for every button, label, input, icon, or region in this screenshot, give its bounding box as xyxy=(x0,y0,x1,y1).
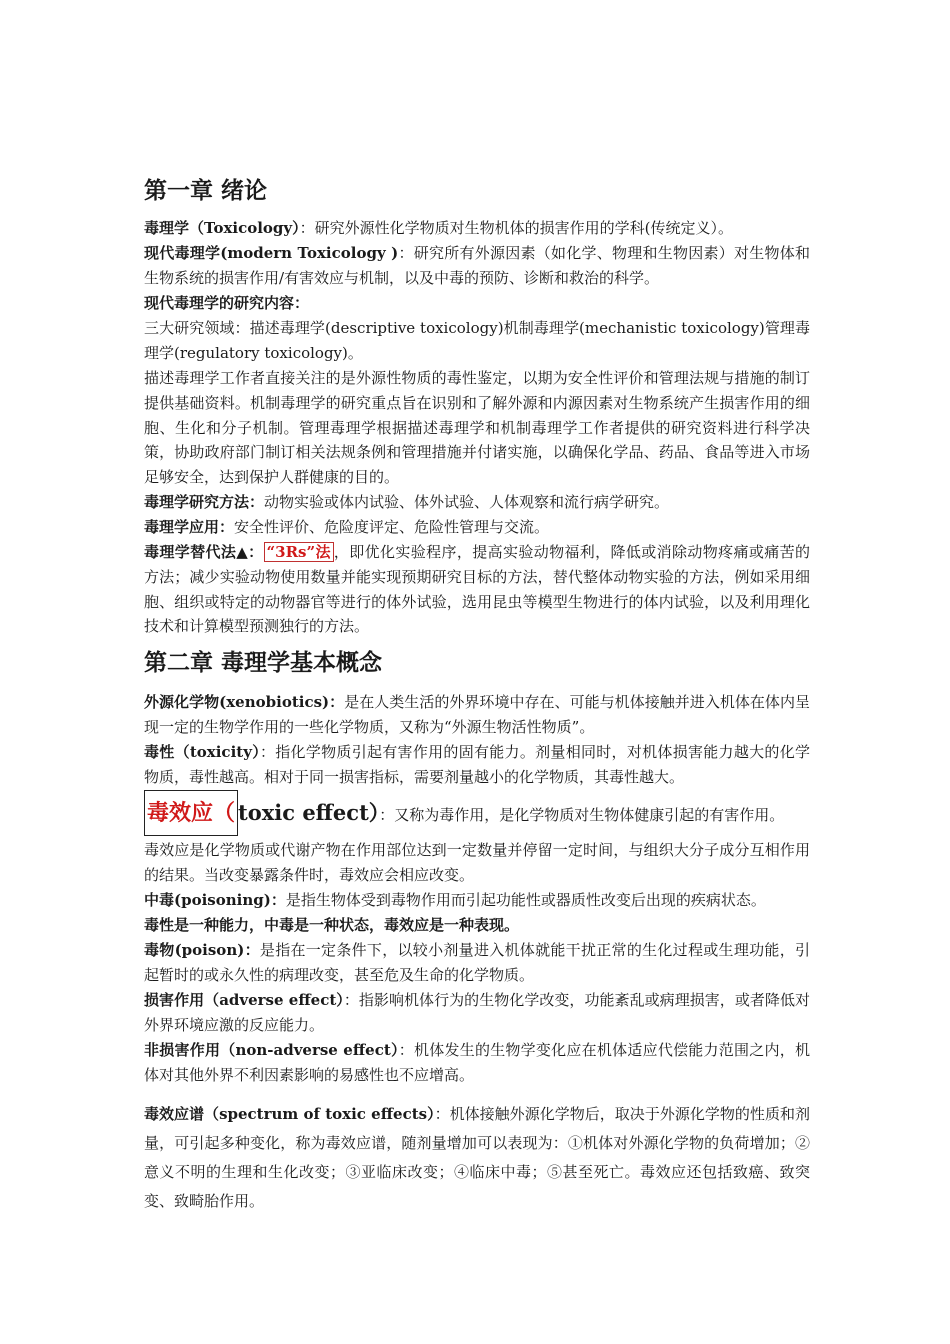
adverse-effect-definition xyxy=(144,988,810,1038)
research-fields: 三大研究领域：描述毒理学(descriptive toxicology)机制毒理学(mechanistic toxicology)管理毒理学(regulatory toxicology)。 xyxy=(144,319,810,362)
toxicology-applications xyxy=(144,515,810,540)
methods-term: 毒理学研究方法： xyxy=(144,493,265,511)
apps-term: 毒理学应用： xyxy=(144,518,235,536)
methods-text: 动物实验或体内试验、体外试验、人体观察和流行病学研究。 xyxy=(264,493,670,511)
research-description: 描述毒理学工作者直接关注的是外源性物质的毒性鉴定，以期为安全性评价和管理法规与措施的制订提供基础资料。机制毒理学的研究重点旨在识别和了解外源和内源因素对生物系统产生损害作用的细胞、生化和分子机制。管理毒理学根据描述毒理学和机制毒理学工作者提供的研究资料进行科学决策，协助政府部门制订相关法规条例和管理措施并付诸实施，以确保化学品、药品、食品等进入市场足够安全，达到保护人群健康的目的。 xyxy=(144,369,810,487)
xeno-text: 是在人类生活的外界环境中存在、可能与机体接触并进入机体在体内呈现一定的生物学作用的一些化学物质，又称为“外源生物活性物质”。 xyxy=(144,693,810,736)
modern-text: ：研究所有外源因素（如化学、物理和生物因素）对生物体和生物系统的损害作用/有害效应与机制，以及中毒的预防、诊断和救治的科学。 xyxy=(144,244,810,287)
toxic-effect-term-box: 毒效应（ xyxy=(144,790,238,836)
alternative-methods xyxy=(144,540,810,639)
toxicology-text: ：研究外源性化学物质对生物机体的损害作用的学科(传统定义）。 xyxy=(299,219,733,237)
chapter1-title: 第一章 绪论 xyxy=(144,178,268,204)
3rs-box: “3Rs”法 xyxy=(264,542,334,562)
toxic-effect-text: ：又称为毒作用，是化学物质对生物体健康引起的有害作用。 xyxy=(379,806,785,824)
toxicity-definition xyxy=(144,740,810,790)
content-heading: 现代毒理学的研究内容： xyxy=(144,294,310,312)
modern-toxicology-definition xyxy=(144,241,810,291)
toxic-effect-definition xyxy=(144,790,810,838)
modern-term: 现代毒理学(modern Toxicology ) xyxy=(144,244,399,262)
spectrum-text: ：机体接触外源化学物后，取决于外源化学物的性质和剂量，可引起多种变化，称为毒效应谱，随剂量增加可以表现为：①机体对外源化学物的负荷增加；②意义不明的生理和生化改变；③亚临床改变；④临床中毒；⑤甚至死亡。毒效应还包括致癌、致突变、致畸胎作用。 xyxy=(144,1105,810,1210)
poisoning-term: 中毒(poisoning)： xyxy=(144,891,286,909)
non-adverse-effect-definition xyxy=(144,1038,810,1088)
xeno-term: 外源化学物(xenobiotics)： xyxy=(144,693,345,711)
poison-definition xyxy=(144,938,810,988)
toxicity-text: ：指化学物质引起有害作用的固有能力。剂量相同时，对机体损害能力越大的化学物质，毒性越高。相对于同一损害指标，需要剂量越小的化学物质，其毒性越大。 xyxy=(144,743,810,786)
chapter2-title: 第二章 毒理学基本概念 xyxy=(144,650,383,676)
adverse-text: ：指影响机体行为的生物化学改变，功能紊乱或病理损害，或者降低对外界环境应激的反应能力。 xyxy=(144,991,810,1034)
toxicology-definition xyxy=(144,216,810,241)
toxicology-term: 毒理学（Toxicology） xyxy=(144,219,300,237)
poisoning-definition xyxy=(144,888,810,913)
alt-term: 毒理学替代法▲： xyxy=(144,543,264,561)
summary-line: 毒性是一种能力，中毒是一种状态，毒效应是一种表现。 xyxy=(144,916,520,934)
poison-text: 是指在一定条件下，以较小剂量进入机体就能干扰正常的生化过程或生理功能，引起暂时的或永久性的病理改变，甚至危及生命的化学物质。 xyxy=(144,941,810,984)
nonadverse-text: ：机体发生的生物学变化应在机体适应代偿能力范围之内，机体对其他外界不利因素影响的易感性也不应增高。 xyxy=(144,1041,810,1084)
toxicity-term: 毒性（toxicity） xyxy=(144,743,260,761)
nonadverse-term: 非损害作用（non-adverse effect） xyxy=(144,1041,399,1059)
apps-text: 安全性评价、危险度评定、危险性管理与交流。 xyxy=(234,518,550,536)
adverse-term: 损害作用（adverse effect） xyxy=(144,991,344,1009)
poisoning-text: 是指生物体受到毒物作用而引起功能性或器质性改变后出现的疾病状态。 xyxy=(285,891,766,909)
poison-term: 毒物(poison)： xyxy=(144,941,260,959)
toxic-effect-term-en: toxic effect） xyxy=(238,800,380,825)
toxic-effect-note: 毒效应是化学物质或代谢产物在作用部位达到一定数量并停留一定时间，与组织大分子成分互相作用的结果。当改变暴露条件时，毒效应会相应改变。 xyxy=(144,841,810,884)
alt-text: ，即优化实验程序，提高实验动物福利，降低或消除动物疼痛或痛苦的方法；减少实验动物使用数量并能实现预期研究目标的方法，替代整体动物实验的方法，例如采用细胞、组织或特定的动物器官等进行的体外试验，选用昆虫等模型生物进行的体内试验，以及利用理化技术和计算模型预测独行的方法。 xyxy=(144,543,810,636)
research-methods xyxy=(144,490,810,515)
xenobiotics-definition xyxy=(144,690,810,740)
spectrum-term: 毒效应谱（spectrum of toxic effects） xyxy=(144,1105,435,1123)
spectrum-definition xyxy=(144,1100,810,1216)
